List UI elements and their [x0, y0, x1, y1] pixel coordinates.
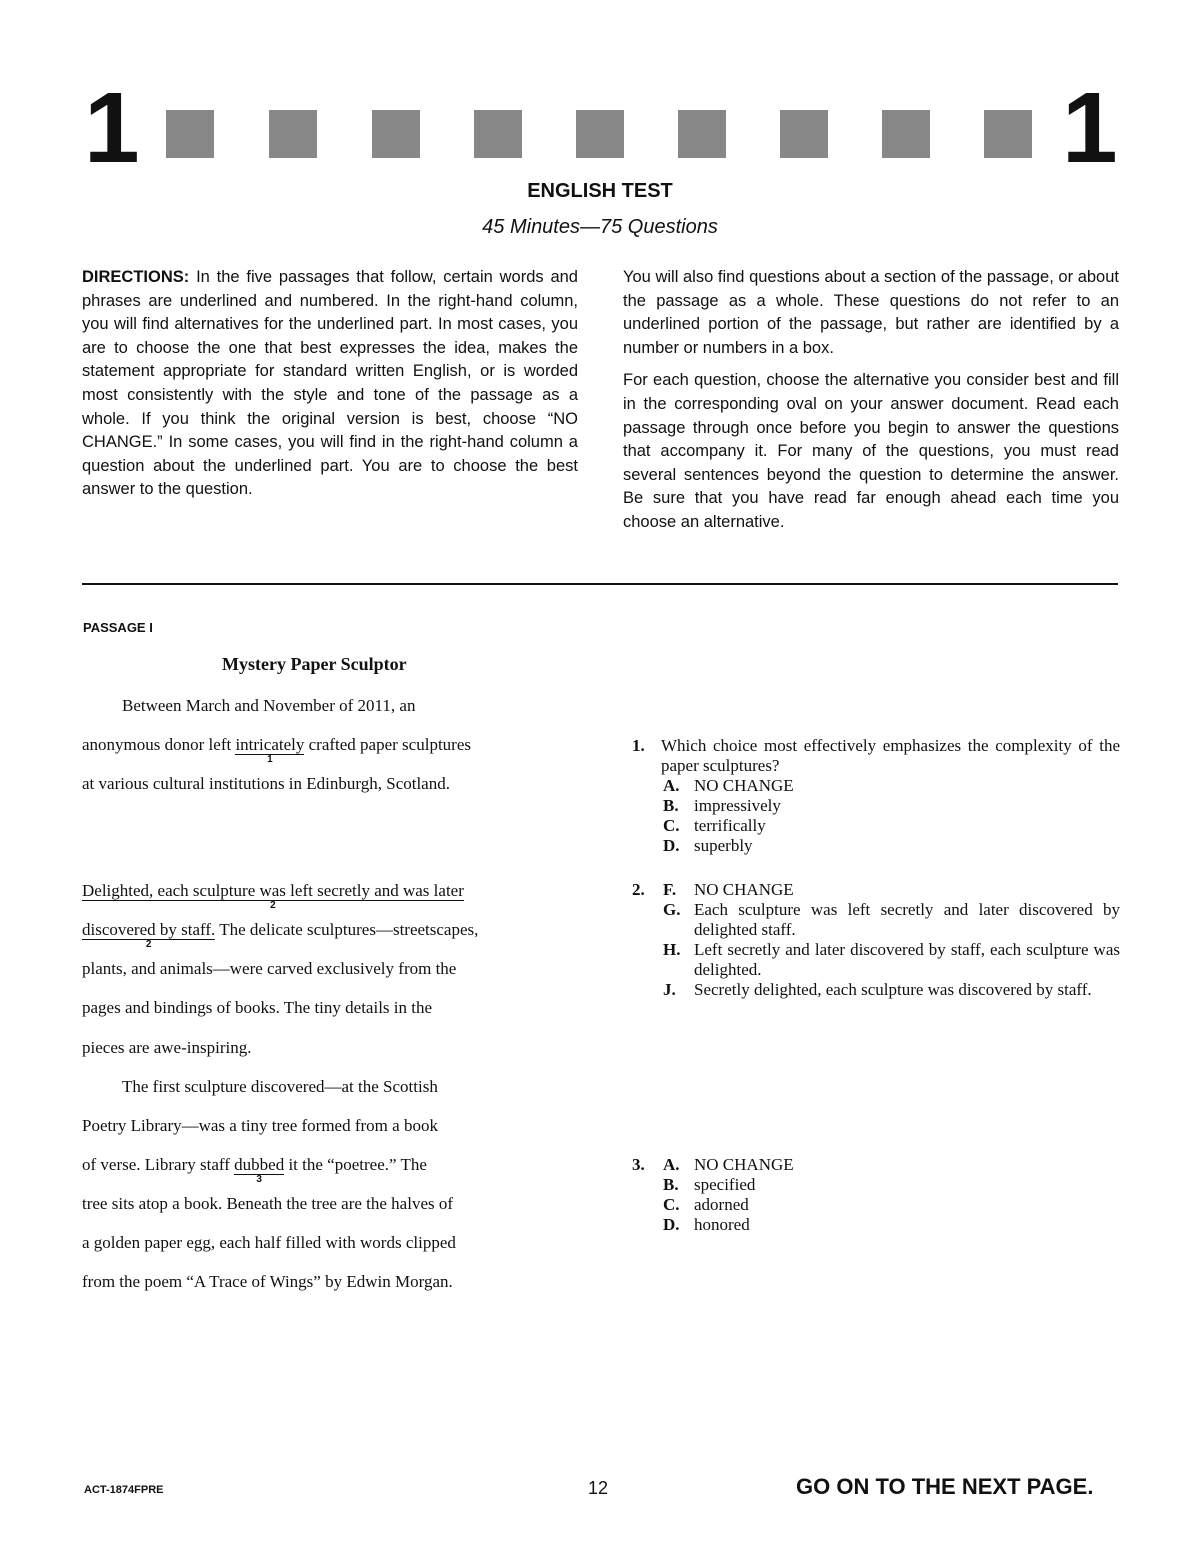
passage-line: The first sculpture discovered—at the Scottish	[122, 1077, 438, 1096]
passage-title: Mystery Paper Sculptor	[222, 654, 407, 674]
answer-option-d[interactable]: D. superbly	[663, 836, 753, 855]
passage-line: Between March and November of 2011, an	[122, 696, 416, 715]
next-page-notice: GO ON TO THE NEXT PAGE.	[796, 1474, 1094, 1499]
divider-square	[678, 110, 726, 158]
question-ref-number: 1	[267, 754, 273, 765]
answer-option-a[interactable]: 3. A. NO CHANGE	[632, 1155, 794, 1174]
question-2	[632, 880, 1120, 1000]
section-number-right: 1	[1062, 72, 1116, 184]
directions-label: DIRECTIONS:	[82, 268, 190, 286]
passage-line: a golden paper egg, each half filled with words clipped	[82, 1233, 456, 1252]
section-rule	[82, 583, 1118, 585]
directions-text: In the five passages that follow, certain words and phrases are underlined and numbered. In the right-hand column, you will find alternatives for the underlined part. In most cases, you are to choose the one that best expresses the idea, makes the statement appropriate for standard written English, or is worded most consistently with the style and tone of the passage as a whole. If you think the original version is best, choose “NO CHANGE.” In some cases, you will find in the right-hand column a question about the underlined part. You are to choose the best answer to the question.	[82, 268, 578, 499]
answer-option-c[interactable]: C. terrifically	[663, 816, 766, 835]
question-stem: Which choice most effectively emphasizes the complexity of the paper sculptures?	[661, 736, 1120, 775]
passage-line: anonymous donor left intricately 1 crafted paper sculptures	[82, 735, 471, 765]
answer-option-h[interactable]: H. Left secretly and later discovered by staff, each sculpture was delighted.	[663, 940, 1120, 979]
answer-option-c[interactable]: C. adorned	[663, 1195, 749, 1214]
directions-left-column	[82, 266, 578, 511]
underlined-portion-2[interactable]: Delighted, each sculpture was left secretly and was later 2	[82, 881, 464, 911]
divider-square	[474, 110, 522, 158]
answer-option-b[interactable]: B. impressively	[663, 796, 781, 815]
divider-square	[882, 110, 930, 158]
answer-option-a[interactable]: A. NO CHANGE	[663, 776, 794, 795]
test-title: ENGLISH TEST	[527, 180, 673, 202]
form-code: ACT-1874FPRE	[84, 1484, 164, 1496]
passage-line: Poetry Library—was a tiny tree formed from a book	[82, 1116, 438, 1135]
section-number-left: 1	[84, 72, 138, 184]
page-number: 12	[588, 1478, 609, 1498]
question-number: 3.	[632, 1155, 645, 1174]
answer-option-b[interactable]: B. specified	[663, 1175, 756, 1194]
question-number: 1.	[632, 736, 645, 755]
underlined-portion-2[interactable]: discovered by staff. 2	[82, 920, 216, 950]
passage-line: plants, and animals—were carved exclusively from the	[82, 959, 457, 978]
divider-square	[166, 110, 214, 158]
passage-line	[82, 881, 464, 911]
directions-right-column	[623, 266, 1119, 544]
answer-option-j[interactable]: J. Secretly delighted, each sculpture was discovered by staff.	[663, 980, 1092, 999]
directions-paragraph: For each question, choose the alternative you consider best and fill in the corresponding oval on your answer document. Read each passage through once before you begin to answer the questions that accompany it. For many of the questions, you must read several sentences beyond the question to determine the answer. Be sure that you have read far enough ahead each time you choose an alternative.	[623, 371, 1119, 531]
question-ref-number: 2	[270, 900, 276, 911]
underlined-portion-3[interactable]: dubbed 3	[234, 1155, 285, 1185]
passage-label: PASSAGE I	[83, 620, 153, 635]
underlined-portion-1[interactable]: intricately 1	[235, 735, 305, 765]
question-3	[632, 1155, 1120, 1235]
passage-line: tree sits atop a book. Beneath the tree are the halves of	[82, 1194, 454, 1213]
question-ref-number: 3	[256, 1174, 262, 1185]
directions-paragraph: You will also find questions about a section of the passage, or about the passage as a whole. These questions do not refer to an underlined portion of the passage, but rather are identified by a number or numbers in a box.	[623, 268, 1119, 357]
passage-line: from the poem “A Trace of Wings” by Edwin Morgan.	[82, 1272, 453, 1291]
passage-line: pages and bindings of books. The tiny details in the	[82, 998, 433, 1017]
question-number: 2.	[632, 880, 645, 899]
answer-option-f[interactable]: 2. F. NO CHANGE	[632, 880, 794, 899]
divider-square	[984, 110, 1032, 158]
test-subtitle: 45 Minutes—75 Questions	[482, 216, 718, 238]
answer-option-g[interactable]: G. Each sculpture was left secretly and later discovered by delighted staff.	[663, 900, 1120, 939]
question-ref-number: 2	[145, 939, 152, 950]
divider-square	[372, 110, 420, 158]
divider-square	[576, 110, 624, 158]
passage-line: discovered by staff. 2 The delicate sculptures—streetscapes,	[82, 920, 479, 950]
question-1	[632, 736, 1120, 856]
answer-option-d[interactable]: D. honored	[663, 1215, 750, 1234]
divider-square	[269, 110, 317, 158]
passage-line: of verse. Library staff dubbed 3 it the “poetree.” The	[82, 1155, 427, 1185]
divider-square	[780, 110, 828, 158]
passage-line: pieces are awe-inspiring.	[82, 1038, 252, 1057]
passage-line: at various cultural institutions in Edinburgh, Scotland.	[82, 774, 450, 793]
